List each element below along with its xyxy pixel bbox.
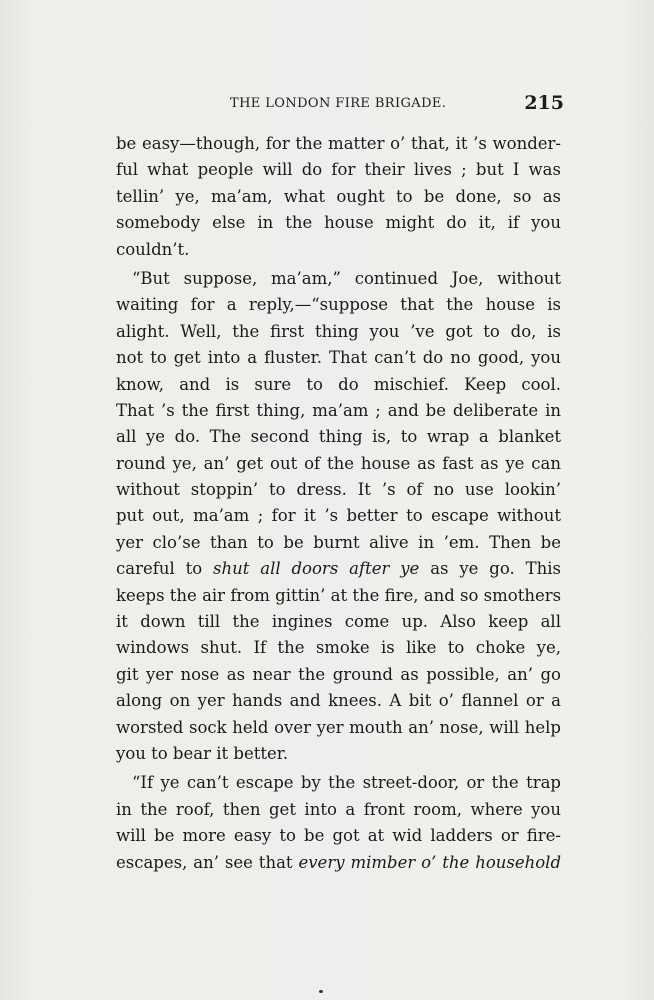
text-line: git yer nose as near the ground as possible, an’ go (116, 664, 561, 684)
text-line: waiting for a reply,—“suppose that the house is (116, 295, 561, 315)
page-number: 215 (524, 92, 564, 114)
text-line: alight. Well, the first thing you ’ve got to do, is (116, 321, 561, 341)
italic-phrase: shut all doors after ye (213, 559, 420, 579)
text-line: be easy—though, for the matter o’ that, it ’s wonder- (116, 134, 561, 153)
ink-mark (319, 990, 323, 993)
italic-phrase: every mimber o’ the household (298, 852, 561, 872)
text-line: put out, ma’am ; for it ’s better to escape without (116, 506, 561, 526)
text-line: worsted sock held over yer mouth an’ nose, will help (116, 717, 561, 737)
text-line: will be more easy to be got at wid ladders or fire- (116, 826, 561, 846)
text-line: you to bear it better. (116, 743, 289, 763)
text-line: without stoppin’ to dress. It ’s of no use lookin’ (116, 480, 561, 500)
text-line: all ye do. The second thing is, to wrap a blanket (116, 427, 561, 447)
text-line: keeps the air from gittin’ at the fire, and so smothers (116, 585, 561, 605)
text-line: along on yer hands and knees. A bit o’ flannel or a (116, 691, 561, 711)
text-line: in the roof, then get into a front room, where you (116, 799, 561, 819)
text-line: ful what people will do for their lives ; but I was (116, 160, 561, 180)
text-line: careful to shut all doors after ye as ye go. This (116, 559, 561, 579)
text-line: round ye, an’ get out of the house as fast as ye can (116, 453, 561, 473)
text-line: tellin’ ye, ma’am, what ought to be done, so as (116, 186, 561, 206)
text-line: not to get into a fluster. That can’t do no good, you (116, 348, 561, 368)
text-line: it down till the ingines come up. Also keep all (116, 612, 561, 632)
text-line: couldn’t. (116, 239, 190, 259)
running-title: THE LONDON FIRE BRIGADE. (230, 96, 447, 111)
running-head (118, 92, 564, 120)
text-line: That ’s the first thing, ma’am ; and be deliberate in (116, 400, 561, 420)
text-line: know, and is sure to do mischief. Keep cool. (116, 374, 561, 394)
text-line: windows shut. If the smoke is like to choke ye, (116, 638, 561, 658)
text-line: “But suppose, ma’am,” continued Joe, without (132, 268, 561, 288)
text-line: yer clo’se than to be burnt alive in ’em. Then be (116, 532, 561, 552)
text-line: escapes, an’ see that every mimber o’ the household (116, 852, 561, 872)
body-text (116, 131, 561, 876)
text-line: “If ye can’t escape by the street-door, or the trap (132, 773, 561, 793)
text-line: somebody else in the house might do it, if you (116, 213, 561, 233)
